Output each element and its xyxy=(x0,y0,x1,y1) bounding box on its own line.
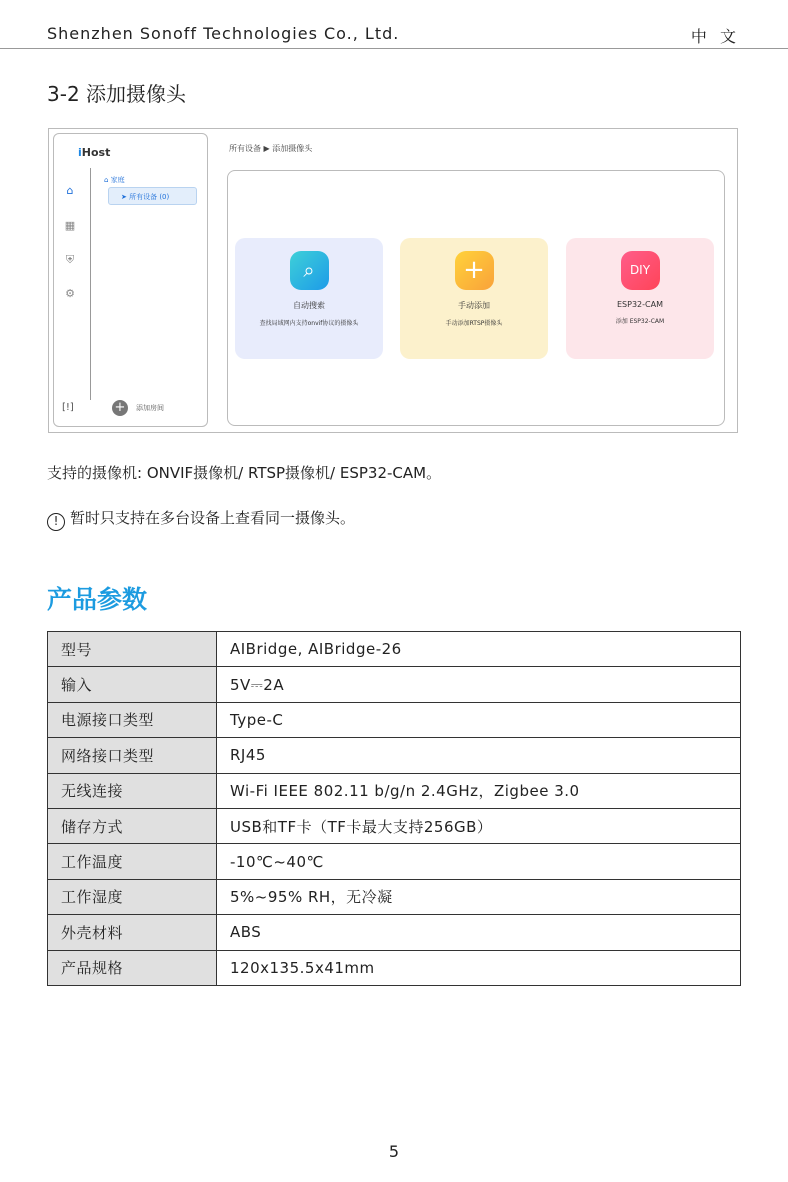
spec-label: 工作湿度 xyxy=(48,879,217,914)
spec-label: 外壳材料 xyxy=(48,915,217,950)
spec-label: 输入 xyxy=(48,667,217,702)
spec-value: RJ45 xyxy=(217,738,741,773)
spec-value: 5%~95% RH，无冷凝 xyxy=(217,879,741,914)
plus-icon: + xyxy=(455,251,494,290)
home-icon[interactable]: ⌂ xyxy=(66,184,74,197)
tree-home[interactable]: ⌂ 家庭 xyxy=(104,176,125,184)
card-manual-add[interactable]: + 手动添加 手动添加RTSP摄像头 xyxy=(400,238,548,359)
section-title: 3-2 添加摄像头 xyxy=(47,82,187,106)
table-row xyxy=(48,808,741,843)
info-icon[interactable]: [!] xyxy=(62,402,74,413)
dashboard-icon[interactable]: ▦ xyxy=(64,219,76,232)
sidebar-divider xyxy=(90,168,91,400)
table-row xyxy=(48,667,741,702)
spec-value: -10℃~40℃ xyxy=(217,844,741,879)
spec-label: 网络接口类型 xyxy=(48,738,217,773)
spec-value: USB和TF卡（TF卡最大支持256GB） xyxy=(217,808,741,843)
main-panel xyxy=(227,170,725,426)
table-row xyxy=(48,879,741,914)
app-screenshot xyxy=(48,128,738,433)
spec-value: 120x135.5x41mm xyxy=(217,950,741,985)
table-row xyxy=(48,844,741,879)
diy-icon: DIY xyxy=(621,251,660,290)
spec-value: Wi-Fi IEEE 802.11 b/g/n 2.4GHz，Zigbee 3.0 xyxy=(217,773,741,808)
shield-icon[interactable]: ⛨ xyxy=(65,253,75,266)
spec-label: 无线连接 xyxy=(48,773,217,808)
add-room-button[interactable]: + 添加房间 xyxy=(112,400,164,416)
table-row xyxy=(48,702,741,737)
breadcrumb: 所有设备 ▶ 添加摄像头 xyxy=(229,144,313,153)
spec-table xyxy=(47,631,741,986)
table-row xyxy=(48,738,741,773)
warning-icon: ! xyxy=(47,513,65,531)
spec-label: 电源接口类型 xyxy=(48,702,217,737)
card-auto-search[interactable]: ⌕ 自动搜索 查找局域网内支持onvif协议的摄像头 xyxy=(235,238,383,359)
spec-label: 储存方式 xyxy=(48,808,217,843)
spec-label: 型号 xyxy=(48,632,217,667)
table-row xyxy=(48,773,741,808)
supported-cameras: 支持的摄像机: ONVIF摄像机/ RTSP摄像机/ ESP32-CAM。 xyxy=(47,464,442,482)
warning-note: ! 暂时只支持在多台设备上查看同一摄像头。 xyxy=(47,507,355,531)
company-name: Shenzhen Sonoff Technologies Co., Ltd. xyxy=(47,24,400,43)
spec-label: 工作温度 xyxy=(48,844,217,879)
table-row xyxy=(48,915,741,950)
sidebar-panel xyxy=(53,133,208,427)
spec-value: 5V⎓2A xyxy=(217,667,741,702)
plus-icon: + xyxy=(112,400,128,416)
search-icon: ⌕ xyxy=(290,251,329,290)
spec-value: ABS xyxy=(217,915,741,950)
header-divider xyxy=(0,48,788,49)
ihost-logo: iHost xyxy=(78,146,111,159)
gear-icon[interactable]: ⚙ xyxy=(65,287,75,300)
spec-value: AIBridge, AIBridge-26 xyxy=(217,632,741,667)
table-row xyxy=(48,950,741,985)
tree-all-devices[interactable]: ➤ 所有设备 (0) xyxy=(108,187,197,205)
page-number: 5 xyxy=(388,1142,400,1161)
spec-title: 产品参数 xyxy=(47,585,148,614)
table-row xyxy=(48,632,741,667)
language-label: 中 文 xyxy=(690,27,740,46)
card-esp32-cam[interactable]: DIY ESP32-CAM 添加 ESP32-CAM xyxy=(566,238,714,359)
spec-value: Type-C xyxy=(217,702,741,737)
spec-label: 产品规格 xyxy=(48,950,217,985)
